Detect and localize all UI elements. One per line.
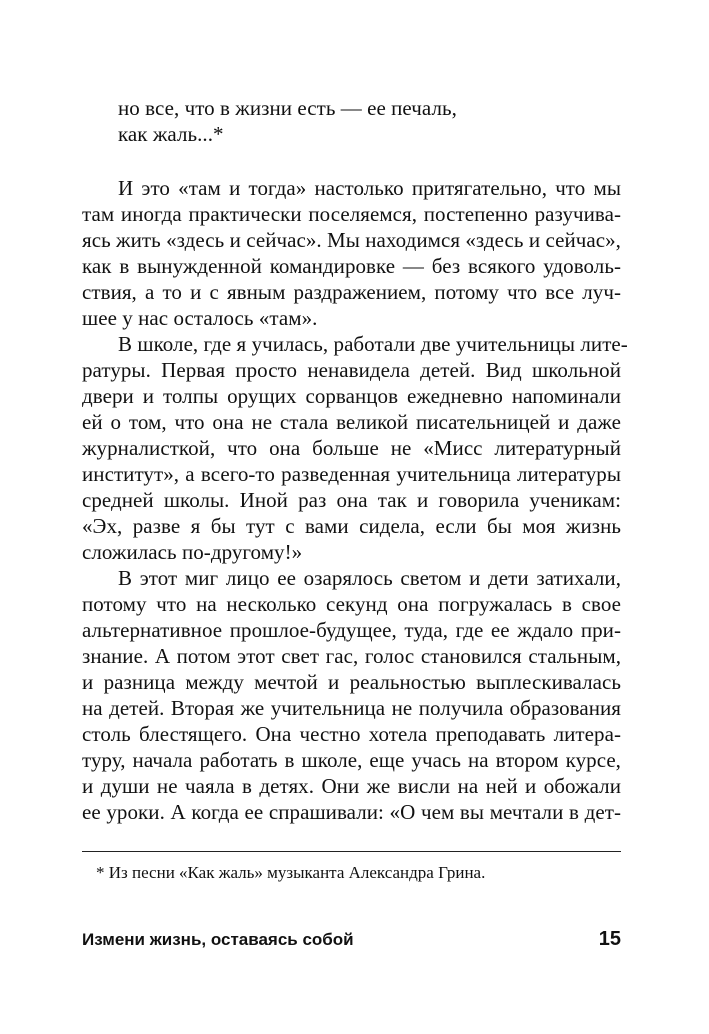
footnote: * Из песни «Как жаль» музыканта Александра Грина. — [96, 863, 486, 882]
footnote-divider — [82, 851, 621, 852]
body-line: журналисткой, что она больше не «Мисс литературный — [82, 436, 621, 460]
body-line: «Эх, разве я бы тут с вами сидела, если бы моя жизнь — [82, 514, 621, 538]
page-number: 15 — [598, 928, 621, 950]
body-line: потому что на несколько секунд она погружалась в свое — [82, 592, 621, 616]
body-line: на детей. Вторая же учительница не получила образования — [82, 696, 621, 720]
running-footer-title: Измени жизнь, оставаясь собой — [82, 930, 354, 949]
verse-line-1: но все, что в жизни есть — ее печаль, — [118, 96, 457, 120]
body-line: знание. А потом этот свет гас, голос становился стальным, — [82, 644, 621, 668]
body-line: ствия, а то и с явным раздражением, потому что все луч- — [82, 280, 621, 304]
body-line: институт», а всего-то разведенная учительница литературы — [82, 462, 621, 486]
body-line: и разница между мечтой и реальностью выплескивалась — [82, 670, 621, 694]
body-line: ее уроки. А когда ее спрашивали: «О чем вы мечтали в дет- — [82, 800, 621, 824]
body-line: там иногда практически поселяемся, постепенно разучива- — [82, 202, 621, 226]
body-line: как в вынужденной командировке — без всякого удоволь- — [82, 254, 621, 278]
body-line: И это «там и тогда» настолько притягательно, что мы — [118, 176, 621, 200]
verse-line-2: как жаль...* — [118, 122, 224, 146]
body-line: сложилась по-другому!» — [82, 540, 303, 564]
body-line: В школе, где я училась, работали две учительницы лите- — [118, 332, 628, 356]
body-line: В этот миг лицо ее озарялось светом и дети затихали, — [118, 566, 621, 590]
body-line: столь блестящего. Она честно хотела преподавать литера- — [82, 722, 621, 746]
body-line: ратуры. Первая просто ненавидела детей. Вид школьной — [82, 358, 621, 382]
body-line: туру, начала работать в школе, еще учась на втором курсе, — [82, 748, 621, 772]
body-line: двери и толпы орущих сорванцов ежедневно напоминали — [82, 384, 621, 408]
body-line: шее у нас осталось «там». — [82, 306, 318, 330]
body-line: альтернативное прошлое-будущее, туда, где ее ждало при- — [82, 618, 621, 642]
body-line: и души не чаяла в детях. Они же висли на ней и обожали — [82, 774, 621, 798]
body-line: ясь жить «здесь и сейчас». Мы находимся «здесь и сейчас», — [82, 228, 621, 252]
body-line: ей о том, что она не стала великой писательницей и даже — [82, 410, 621, 434]
body-line: средней школы. Иной раз она так и говорила ученикам: — [82, 488, 621, 512]
